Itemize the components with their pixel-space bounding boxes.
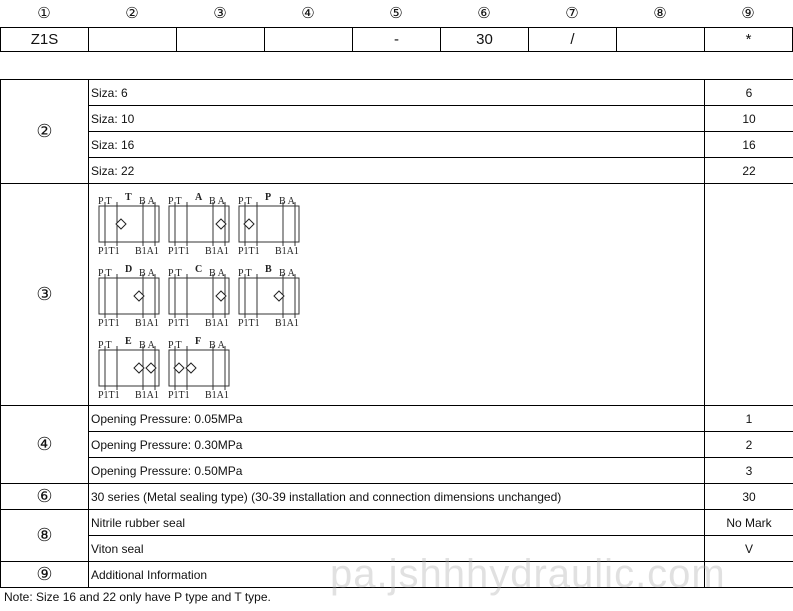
table-row — [1, 406, 793, 432]
port-label: P1T1 — [238, 246, 260, 257]
series-desc: 30 series (Metal sealing type) (30-39 installation and connection dimensions unchanged) — [89, 484, 705, 510]
code-cell-1: Z1S — [0, 27, 89, 52]
size-code: 6 — [705, 80, 793, 106]
table-row — [1, 184, 793, 406]
port-label: P T — [98, 340, 112, 351]
table-row — [1, 132, 793, 158]
port-label: P1T1 — [168, 246, 190, 257]
port-label: B1A1 — [205, 246, 229, 257]
port-label: B A — [139, 268, 155, 279]
valve-symbol — [98, 192, 159, 257]
code-cell-7: / — [528, 27, 617, 52]
table-row — [1, 484, 793, 510]
size-desc: Siza: 22 — [89, 158, 705, 184]
position-number-4: ④ — [301, 4, 315, 22]
port-label: B A — [279, 268, 295, 279]
port-label: P T — [238, 268, 252, 279]
code-cell-6: 30 — [440, 27, 529, 52]
code-cell-4 — [264, 27, 353, 52]
port-label: B1A1 — [205, 318, 229, 329]
pressure-code: 1 — [705, 406, 793, 432]
type-letter: C — [195, 264, 203, 275]
port-label: P T — [98, 268, 112, 279]
port-label: B A — [209, 268, 225, 279]
type-letter: T — [125, 192, 132, 203]
valve-symbol — [238, 264, 299, 329]
position-number-3: ③ — [213, 4, 227, 22]
pressure-code: 2 — [705, 432, 793, 458]
valve-symbol — [168, 336, 229, 401]
port-label: P T — [238, 196, 252, 207]
position-number-5: ⑤ — [389, 4, 403, 22]
port-label: B A — [139, 196, 155, 207]
port-label: B A — [209, 340, 225, 351]
type-letter: A — [195, 192, 203, 203]
port-label: B1A1 — [275, 318, 299, 329]
position-number-1: ① — [37, 4, 51, 22]
code-cell-2 — [88, 27, 177, 52]
code-cell-3 — [176, 27, 265, 52]
port-label: B A — [209, 196, 225, 207]
size-code: 10 — [705, 106, 793, 132]
type-letter: F — [195, 336, 202, 347]
row-number-pressure: ④ — [1, 406, 89, 484]
valve-symbol — [168, 192, 229, 257]
port-label: P1T1 — [98, 318, 120, 329]
pressure-desc: Opening Pressure: 0.05MPa — [89, 406, 705, 432]
port-label: P T — [98, 196, 112, 207]
table-row — [1, 106, 793, 132]
row-number-series: ⑥ — [1, 484, 89, 510]
port-label: P1T1 — [98, 246, 120, 257]
table-row — [1, 432, 793, 458]
position-number-7: ⑦ — [565, 4, 579, 22]
size-desc: Siza: 6 — [89, 80, 705, 106]
code-cell-9: * — [704, 27, 793, 52]
port-label: P T — [168, 340, 182, 351]
row-number-type: ③ — [1, 184, 89, 406]
port-label: P T — [168, 268, 182, 279]
port-label: B A — [279, 196, 295, 207]
valve-symbols-cell — [89, 184, 705, 406]
table-row — [1, 458, 793, 484]
valve-symbol — [98, 336, 159, 401]
code-cell-5: - — [352, 27, 441, 52]
size-desc: Siza: 10 — [89, 106, 705, 132]
seal-code: V — [705, 536, 793, 562]
type-letter: E — [125, 336, 132, 347]
valve-symbol — [238, 192, 299, 257]
pressure-desc: Opening Pressure: 0.30MPa — [89, 432, 705, 458]
seal-code: No Mark — [705, 510, 793, 536]
row-number-size: ② — [1, 80, 89, 184]
port-label: B1A1 — [135, 246, 159, 257]
info-desc: Additional Information — [89, 562, 705, 588]
valve-symbol — [98, 264, 159, 329]
footnote: Note: Size 16 and 22 only have P type and T type. — [4, 590, 271, 604]
valve-symbols — [89, 184, 703, 402]
size-desc: Siza: 16 — [89, 132, 705, 158]
port-label: B1A1 — [275, 246, 299, 257]
seal-desc: Nitrile rubber seal — [89, 510, 705, 536]
ordering-code-table — [0, 79, 793, 588]
port-label: P1T1 — [238, 318, 260, 329]
port-label: P1T1 — [98, 390, 120, 401]
size-code: 22 — [705, 158, 793, 184]
pressure-code: 3 — [705, 458, 793, 484]
port-label: P1T1 — [168, 390, 190, 401]
port-label: B1A1 — [135, 390, 159, 401]
position-number-8: ⑧ — [653, 4, 667, 22]
size-code: 16 — [705, 132, 793, 158]
table-row — [1, 158, 793, 184]
type-letter: P — [265, 192, 272, 203]
valve-symbol — [168, 264, 229, 329]
watermark: pa.jshhhydraulic.com — [330, 552, 726, 596]
table-row — [1, 80, 793, 106]
port-label: B A — [139, 340, 155, 351]
pressure-desc: Opening Pressure: 0.50MPa — [89, 458, 705, 484]
row-number-info: ⑨ — [1, 562, 89, 588]
table-row — [1, 510, 793, 536]
position-number-6: ⑥ — [477, 4, 491, 22]
seal-desc: Viton seal — [89, 536, 705, 562]
row-number-seal: ⑧ — [1, 510, 89, 562]
port-label: B1A1 — [135, 318, 159, 329]
port-label: B1A1 — [205, 390, 229, 401]
port-label: P T — [168, 196, 182, 207]
type-letter: D — [125, 264, 133, 275]
type-code — [705, 184, 793, 406]
port-label: P1T1 — [168, 318, 190, 329]
position-number-9: ⑨ — [741, 4, 755, 22]
code-cell-8 — [616, 27, 705, 52]
position-number-2: ② — [125, 4, 139, 22]
type-letter: B — [265, 264, 272, 275]
series-code: 30 — [705, 484, 793, 510]
